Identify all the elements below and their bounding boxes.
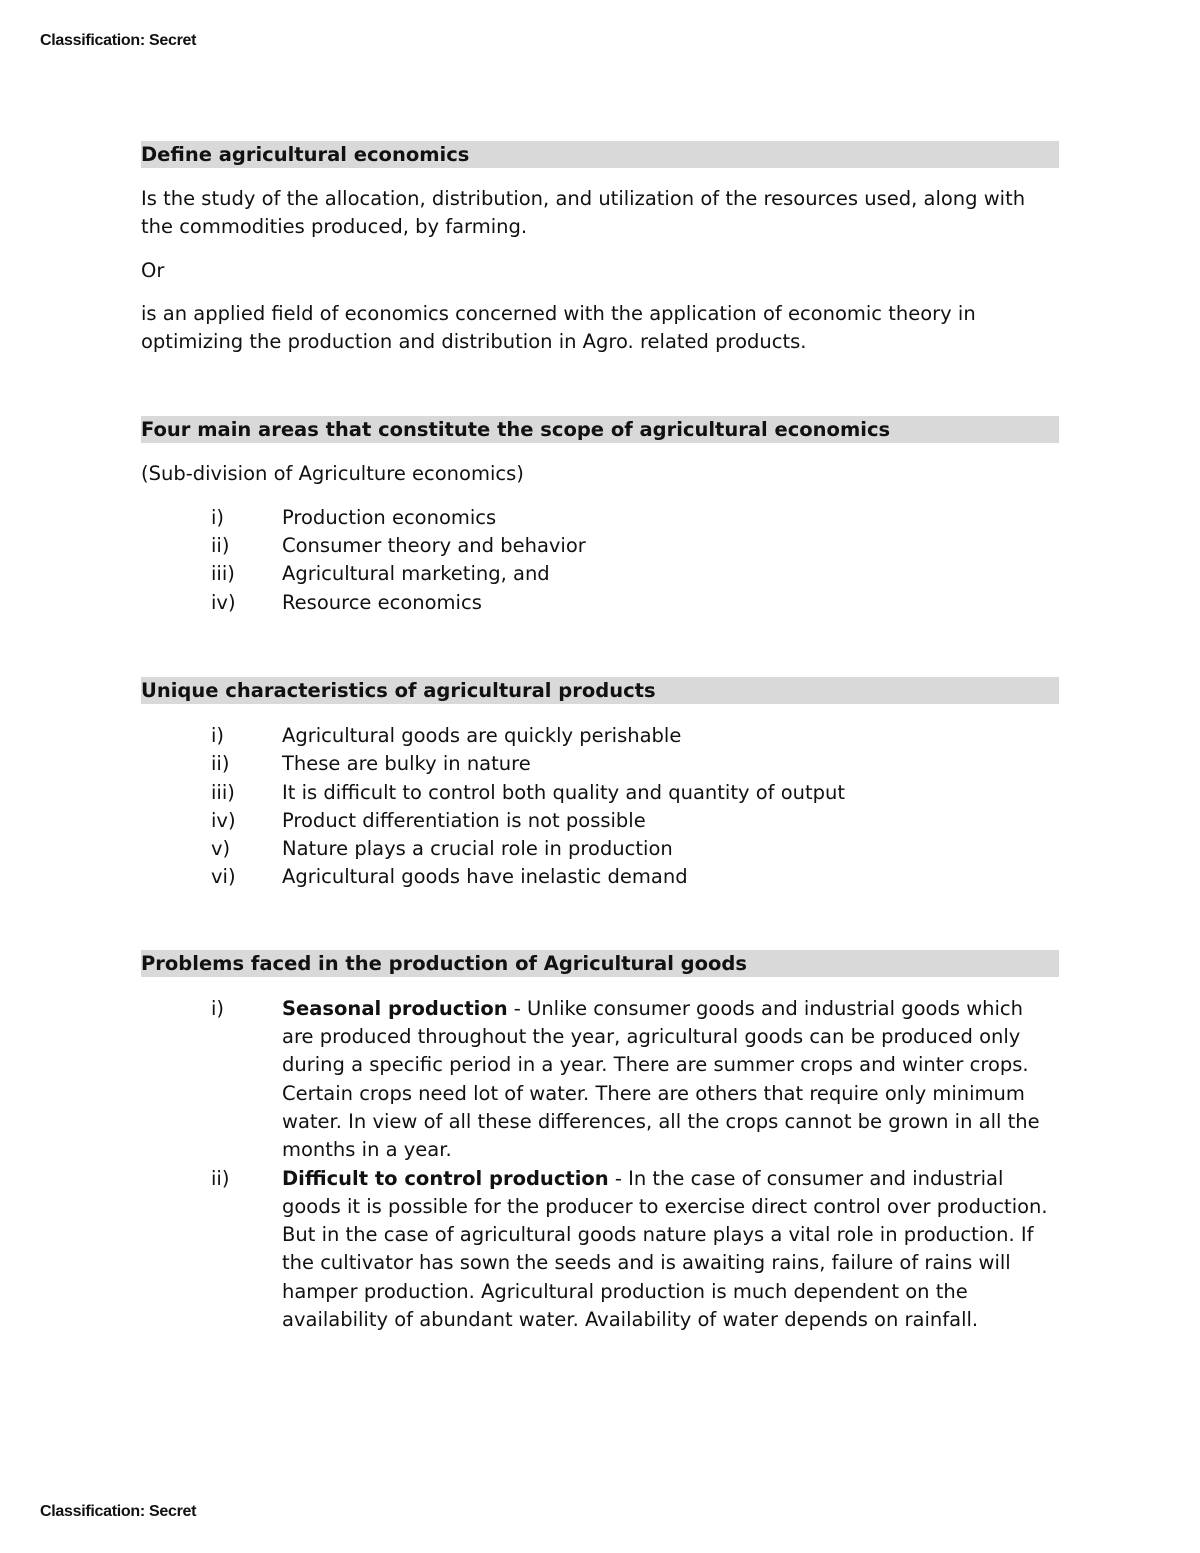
list-text: Agricultural goods are quickly perishable [282,723,682,747]
problem-description: - In the case of consumer and industrial goods it is possible for the producer to exercise direct control over production. But in the case of agricultural goods nature plays a vital role in production. If the cultivator has sown the seeds and is awaiting rains, failure of rains will hamper production. Agricultural production is much dependent on the availability of abundant water. Availability of water depends on rainfall. [282,1166,1048,1332]
list-number: v) [211,837,231,861]
list-item [141,779,1059,807]
definition-or: Or [141,258,165,282]
list-text: Product differentiation is not possible [282,808,646,832]
list-text [282,1165,1059,1335]
list-text: Agricultural marketing, and [282,562,550,586]
list-number: ii) [211,534,230,558]
definition-paragraph-1: Is the study of the allocation, distribution, and utilization of the resources used, along with the commodities produced, by farming. [141,187,1026,239]
list-item [141,750,1059,778]
list-item [141,1165,1059,1335]
list-number: vi) [211,865,236,889]
problem-heading: Seasonal production [282,996,508,1020]
header-classification: Classification: Secret [40,32,197,49]
list-item [141,589,1059,617]
list-item [141,863,1059,891]
list-number: i) [211,723,225,747]
scope-subtitle: (Sub-division of Agriculture economics) [141,462,524,486]
list-item [141,504,1059,532]
section-title-characteristics: Unique characteristics of agricultural products [141,677,1059,704]
list-number: iii) [211,562,235,586]
list-text: These are bulky in nature [282,752,531,776]
list-item [141,532,1059,560]
section-title-scope: Four main areas that constitute the scope of agricultural economics [141,416,1059,443]
footer-classification: Classification: Secret [40,1503,197,1520]
scope-list [141,504,1059,617]
problems-list [141,995,1059,1335]
list-number: i) [211,505,225,529]
list-number: iv) [211,808,236,832]
list-text: Agricultural goods have inelastic demand [282,865,688,889]
list-item [141,560,1059,588]
characteristics-list [141,722,1059,892]
list-item [141,835,1059,863]
list-text: It is difficult to control both quality and quantity of output [282,780,846,804]
list-item [141,807,1059,835]
list-item [141,995,1059,1165]
list-text [282,995,1059,1165]
section-title-definition: Define agricultural economics [141,141,1059,168]
list-item [141,722,1059,750]
list-number: iii) [211,780,235,804]
document-body [141,141,1059,1334]
list-text: Production economics [282,505,497,529]
list-number: ii) [211,752,230,776]
section-title-problems: Problems faced in the production of Agricultural goods [141,950,1059,977]
list-text: Nature plays a crucial role in production [282,837,673,861]
problem-description: - Unlike consumer goods and industrial goods which are produced throughout the year, agricultural goods can be produced only during a specific period in a year. There are summer crops and winter crops. Certain crops need lot of water. There are others that require only minimum water. In view of all these differences, all the crops cannot be grown in all the months in a year. [282,996,1040,1162]
list-number: iv) [211,590,236,614]
list-text: Consumer theory and behavior [282,534,586,558]
problem-heading: Difficult to control production [282,1166,609,1190]
definition-paragraph-2: is an applied field of economics concerned with the application of economic theory in optimizing the production and distribution in Agro. related products. [141,301,976,354]
list-number: i) [211,996,225,1020]
list-text: Resource economics [282,590,482,614]
list-number: ii) [211,1166,230,1190]
